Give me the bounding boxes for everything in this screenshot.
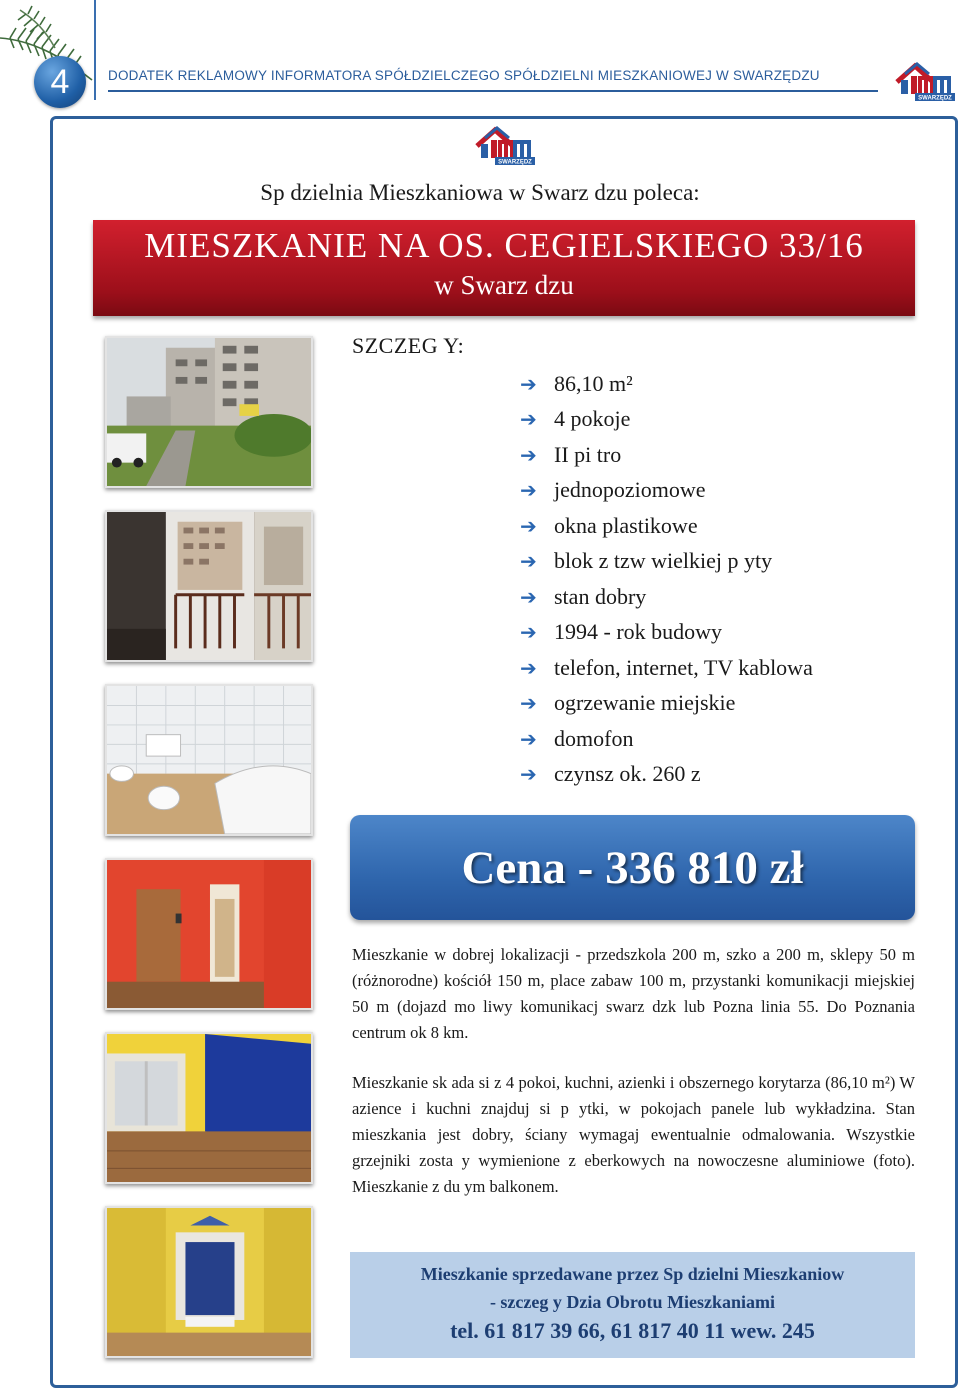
details-item: ➔ 4 pokoje	[520, 406, 631, 432]
photo-room-yellow-walls	[105, 1206, 313, 1358]
contact-seller: Mieszkanie sprzedawane przez Sp dzielni Mieszkaniow	[420, 1264, 845, 1284]
header-rule	[108, 90, 878, 92]
details-item: ➔ czynsz ok. 260 z	[520, 761, 701, 787]
details-item: ➔ telefon, internet, TV kablowa	[520, 654, 813, 680]
listing-title: MIESZKANIE NA OS. CEGIELSKIEGO 33/16	[144, 226, 864, 265]
arrow-right-icon: ➔	[520, 584, 537, 609]
header-divider-vertical	[94, 0, 96, 100]
details-heading: SZCZEG Y:	[352, 333, 465, 358]
details-list	[520, 366, 813, 792]
details-item: ➔ jednopoziomowe	[520, 477, 706, 503]
photo-building-exterior	[105, 336, 313, 488]
contact-department: - szczeg y Dzia Obrotu Mieszkaniami	[489, 1292, 776, 1312]
price-banner	[350, 815, 915, 920]
arrow-right-icon: ➔	[520, 478, 537, 503]
photo-hallway	[105, 858, 313, 1010]
logo-label: SWARZĘDZ	[918, 95, 952, 102]
arrow-right-icon: ➔	[520, 407, 537, 432]
contact-phone[interactable]: tel. 61 817 39 66, 61 817 40 11 wew. 245	[450, 1318, 815, 1343]
page-header	[0, 0, 960, 110]
cooperative-logo-icon	[893, 60, 957, 102]
details-item: ➔ okna plastikowe	[520, 512, 698, 538]
title-banner	[93, 220, 915, 316]
description-apartment: Mieszkanie sk ada si z 4 pokoi, kuchni, azienki i obszernego korytarza (86,10 m²) W azience i kuchni znajduj si p ytki, w pokojach panele lub wykładzina. Stan mieszkania jest dobry, ściany wymagaj ewentualnie odmalowania. Wszystkie grzejniki zosta y wymienione z eberkowych na nowoczesne aluminiowe (foto). Mieszkanie z du ym balkonem.	[352, 1073, 915, 1196]
arrow-right-icon: ➔	[520, 726, 537, 751]
details-item: ➔ 1994 - rok budowy	[520, 619, 723, 645]
arrow-right-icon: ➔	[520, 762, 537, 787]
publication-title: DODATEK REKLAMOWY INFORMATORA SPÓŁDZIELCZEGO SPÓŁDZIELNI MIESZKANIOWEJ W SWARZĘDZU	[108, 68, 820, 83]
arrow-right-icon: ➔	[520, 549, 537, 574]
cooperative-logo-icon	[473, 124, 537, 166]
details-item: ➔ II pi tro	[520, 441, 622, 467]
arrow-right-icon: ➔	[520, 442, 537, 467]
photo-balcony	[105, 510, 313, 662]
arrow-right-icon: ➔	[520, 513, 537, 538]
details-item: ➔ ogrzewanie miejskie	[520, 690, 736, 716]
svg-text:SWARZĘDZ: SWARZĘDZ	[498, 159, 532, 166]
price-text: Cena - 336 810 zł	[461, 841, 804, 894]
details-item: ➔ blok z tzw wielkiej p yty	[520, 548, 773, 574]
photo-bathroom	[105, 684, 313, 836]
details-item: ➔ stan dobry	[520, 583, 647, 609]
arrow-right-icon: ➔	[520, 371, 537, 396]
details-item: ➔ domofon	[520, 725, 634, 751]
listing-location: w Swarz dzu	[434, 270, 574, 300]
arrow-right-icon: ➔	[520, 691, 537, 716]
arrow-right-icon: ➔	[520, 655, 537, 680]
description-location: Mieszkanie w dobrej lokalizacji - przedszkola 200 m, szko a 200 m, sklepy 50 m (różnorodne) kościół 150 m, place zabaw 100 m, przystanki komunikacji miejskiej 50 m (dojazd mo liwy komunikacj swarz dzk lub Pozna linia 55. Do Poznania centrum ok 8 km.	[352, 945, 915, 1042]
details-item: ➔ 86,10 m²	[520, 370, 633, 396]
arrow-right-icon: ➔	[520, 620, 537, 645]
intro-text: Sp dzielnia Mieszkaniowa w Swarz dzu poleca:	[260, 180, 700, 205]
page-number-badge: 4	[34, 56, 86, 108]
intro-line	[0, 180, 960, 206]
contact-box	[350, 1252, 915, 1358]
photo-room-blue-wall	[105, 1032, 313, 1184]
